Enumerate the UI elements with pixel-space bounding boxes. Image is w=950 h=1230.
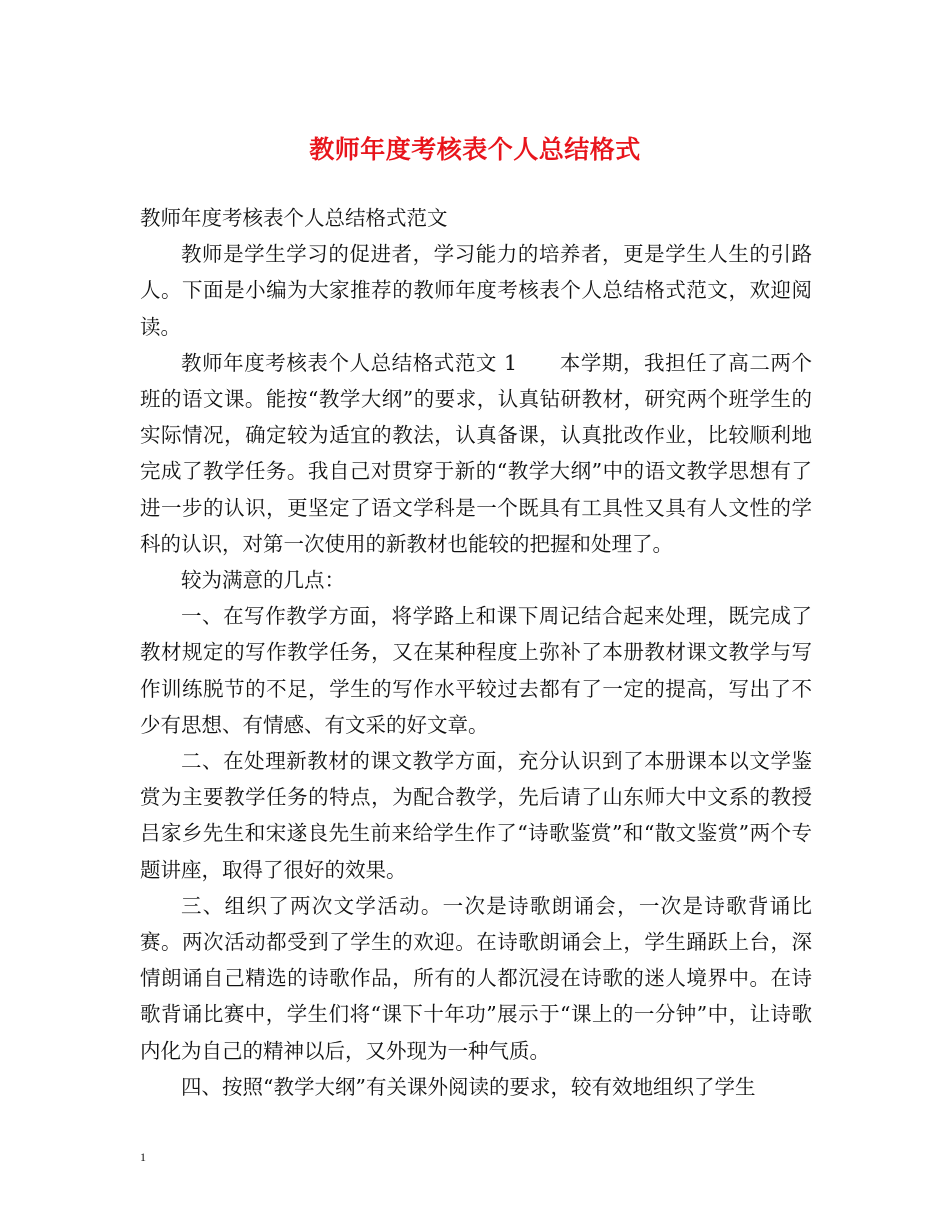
document-body <box>140 200 812 1105</box>
document-subtitle: 教师年度考核表个人总结格式范文 <box>140 206 448 230</box>
satisfied-points-heading: 较为满意的几点： <box>181 568 345 593</box>
page-number: 1 <box>140 1150 146 1164</box>
point-two-paragraph: 二、在处理新教材的课文教学方面，充分认识到了本册课本以文学鉴赏为主要教学任务的特点，为配合教学，先后请了山东师大中文系的教授吕家乡先生和宋遂良先生前来给学生作了“诗歌鉴赏”和“散文鉴赏”两个专题讲座，取得了很好的效果。 <box>140 749 812 882</box>
point-three-paragraph: 三、组织了两次文学活动。一次是诗歌朗诵会，一次是诗歌背诵比赛。两次活动都受到了学生的欢迎。在诗歌朗诵会上，学生踊跃上台，深情朗诵自己精选的诗歌作品，所有的人都沉浸在诗歌的迷人境界中。在诗歌背诵比赛中，学生们将“课下十年功”展示于“课上的一分钟”中，让诗歌内化为自己的精神以后，又外现为一种气质。 <box>140 893 812 1063</box>
document-title: 教师年度考核表个人总结格式 <box>309 135 641 164</box>
point-one-paragraph: 一、在写作教学方面，将学路上和课下周记结合起来处理，既完成了教材规定的写作教学任务，又在某种程度上弥补了本册教材课文教学与写作训练脱节的不足，学生的写作水平较过去都有了一定的提高，写出了不少有思想、有情感、有文采的好文章。 <box>140 604 812 737</box>
point-four-paragraph: 四、按照“教学大纲”有关课外阅读的要求，较有效地组织了学生 <box>181 1074 756 1099</box>
sample-one-paragraph: 教师年度考核表个人总结格式范文 1 本学期，我担任了高二两个班的语文课。能按“教学大纲”的要求，认真钻研教材，研究两个班学生的实际情况，确定较为适宜的教法，认真备课，认真批改作业，比较顺利地完成了教学任务。我自己对贯穿于新的“教学大纲”中的语文教学思想有了进一步的认识，更坚定了语文学科是一个既具有工具性又具有人文性的学科的认识，对第一次使用的新教材也能较的把握和处理了。 <box>140 350 812 556</box>
intro-paragraph: 教师是学生学习的促进者，学习能力的培养者，更是学生人生的引路人。下面是小编为大家推荐的教师年度考核表个人总结格式范文，欢迎阅读。 <box>140 242 812 339</box>
